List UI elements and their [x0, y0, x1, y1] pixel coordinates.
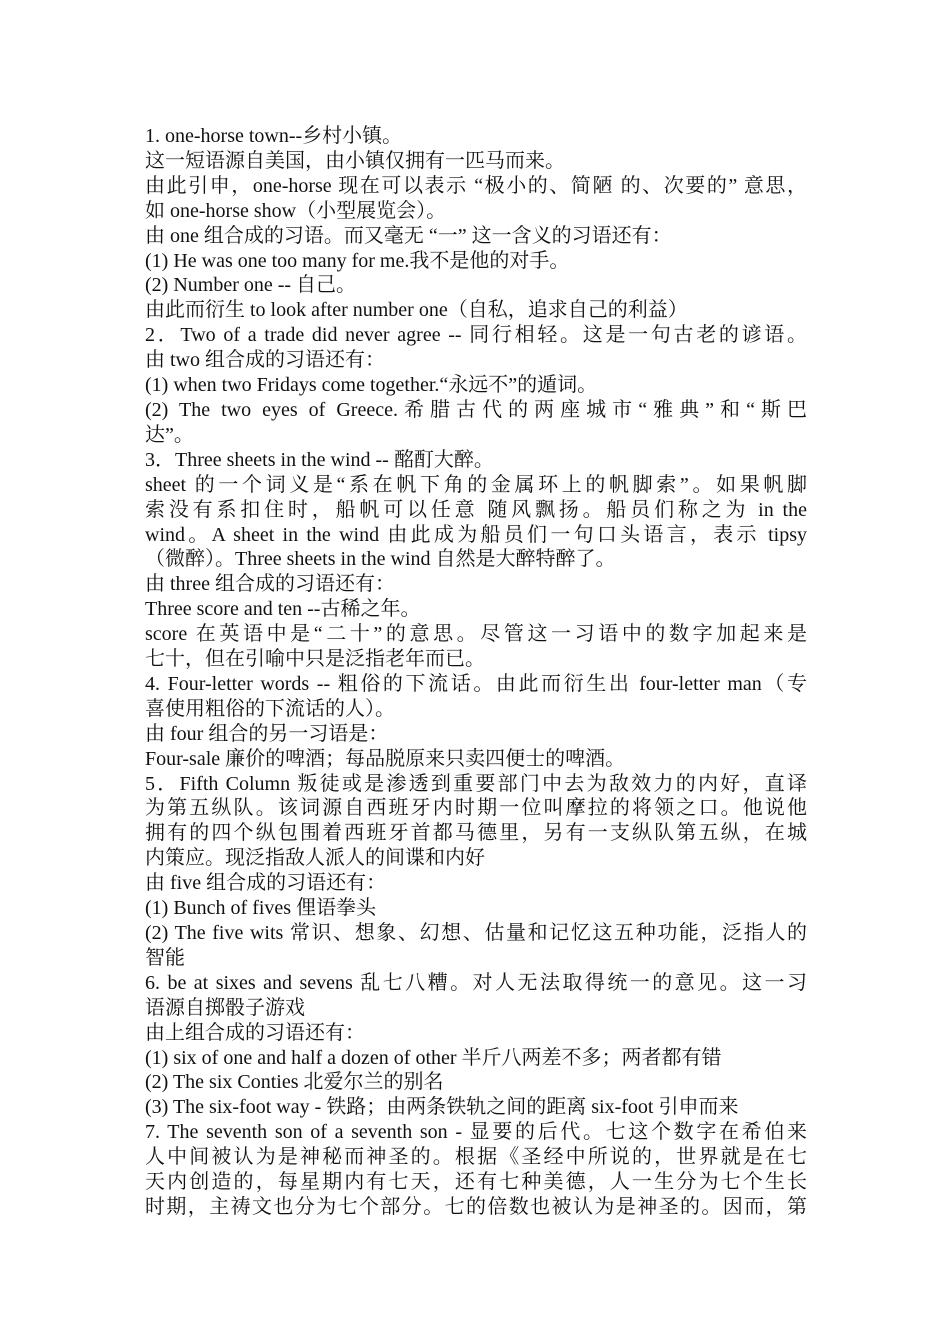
text-line: 喜使用粗俗的下流话的人）。 [145, 697, 395, 720]
text-line: 如 one-horse show（小型展览会）。 [145, 199, 447, 222]
text-line: 5．Fifth Column 叛徒或是渗透到重要部门中去为敌效力的内好，直译 [145, 772, 807, 795]
text-line: 4. Four-letter words -- 粗俗的下流话。由此而衍生出 four-letter man（专 [145, 672, 807, 695]
text-line: (2) Number one -- 自己。 [145, 274, 357, 297]
text-line: 七十，但在引喻中只是泛指老年而已。 [145, 648, 485, 671]
text-line: 由上组合成的习语还有： [145, 1021, 365, 1044]
text-line: 时期，主祷文也分为七个部分。七的倍数也被认为是神圣的。因而，第 [145, 1195, 807, 1218]
text-line: 语源自掷骰子游戏 [145, 996, 305, 1019]
text-line: 由 five 组合成的习语还有： [145, 872, 387, 895]
text-line: (1) six of one and half a dozen of other 半斤八两差不多；两者都有错 [145, 1046, 722, 1069]
text-line: 由 one 组合成的习语。而又毫无 “一” 这一含义的习语还有： [145, 224, 672, 247]
text-line: Four-sale 廉价的啤酒；每品脱原来只卖四便士的啤酒。 [145, 747, 626, 770]
text-line: 7. The seventh son of a seventh son - 显要的后代。七这个数字在希伯来 [145, 1121, 807, 1144]
text-line: 由此而衍生 to look after number one（自私，追求自己的利益） [145, 299, 688, 322]
text-line: 智能 [145, 946, 185, 969]
text-line: Three score and ten --古稀之年。 [145, 598, 421, 621]
text-line: 6. be at sixes and sevens 乱七八糟。对人无法取得统一的意见。这一习 [145, 971, 807, 994]
text-line: 1. one-horse town--乡村小镇。 [145, 125, 403, 147]
text-line: (2) The six Conties 北爱尔兰的别名 [145, 1071, 444, 1094]
text-line: 由 two 组合成的习语还有： [145, 349, 385, 372]
text-line: 达”。 [145, 423, 194, 446]
text-line: 由 three 组合成的习语还有： [145, 573, 395, 596]
text-line: wind。A sheet in the wind 由此成为船员们一句口头语言，表示 tipsy [145, 523, 807, 546]
text-line: （微醉）。Three sheets in the wind 自然是大醉特醉了。 [145, 548, 616, 571]
text-line: 3．Three sheets in the wind -- 酩酊大醉。 [145, 448, 494, 471]
text-line: (2) The two eyes of Greece.希腊古代的两座城市“雅典”和“斯巴 [145, 398, 807, 421]
text-line: (2) The five wits 常识、想象、幻想、估量和记忆这五种功能，泛指人的 [145, 922, 807, 944]
text-line: 索没有系扣住时，船帆可以任意 随风飘扬。船员们称之为 in the [145, 498, 807, 521]
text-line: 由 four 组合的另一习语是： [145, 722, 389, 745]
text-line: (1) when two Fridays come together.“永远不”的遁词。 [145, 374, 598, 397]
text-line: 人中间被认为是神秘而神圣的。根据《圣经中所说的，世界就是在七 [145, 1146, 807, 1169]
text-line: 天内创造的，每星期内有七天，还有七种美德，人一生分为七个生长 [145, 1171, 807, 1194]
text-line: (1) Bunch of fives 俚语拳头 [145, 897, 377, 920]
text-line: sheet 的一个词义是“系在帆下角的金属环上的帆脚索”。如果帆脚 [145, 473, 807, 496]
document-body [145, 124, 807, 1220]
text-line: 2．Two of a trade did never agree -- 同行相轻。这是一句古老的谚语。 [145, 324, 807, 347]
text-line: (1) He was one too many for me.我不是他的对手。 [145, 249, 570, 272]
text-line: 这一短语源自美国，由小镇仅拥有一匹马而来。 [145, 149, 565, 172]
text-line: 拥有的四个纵包围着西班牙首都马德里，另有一支纵队第五纵，在城 [145, 822, 807, 845]
text-line: 内策应。现泛指敌人派人的间谍和内好 [145, 847, 485, 870]
text-line: 由此引申，one-horse 现在可以表示 “极小的、简陋 的、次要的” 意思， [145, 174, 807, 197]
text-line: (3) The six-foot way - 铁路；由两条铁轨之间的距离 six-foot 引申而来 [145, 1096, 739, 1119]
text-line: 为第五纵队。该词源自西班牙内时期一位叫摩拉的将领之口。他说他 [145, 797, 807, 820]
text-line: score 在英语中是“二十”的意思。尽管这一习语中的数字加起来是 [145, 623, 807, 646]
